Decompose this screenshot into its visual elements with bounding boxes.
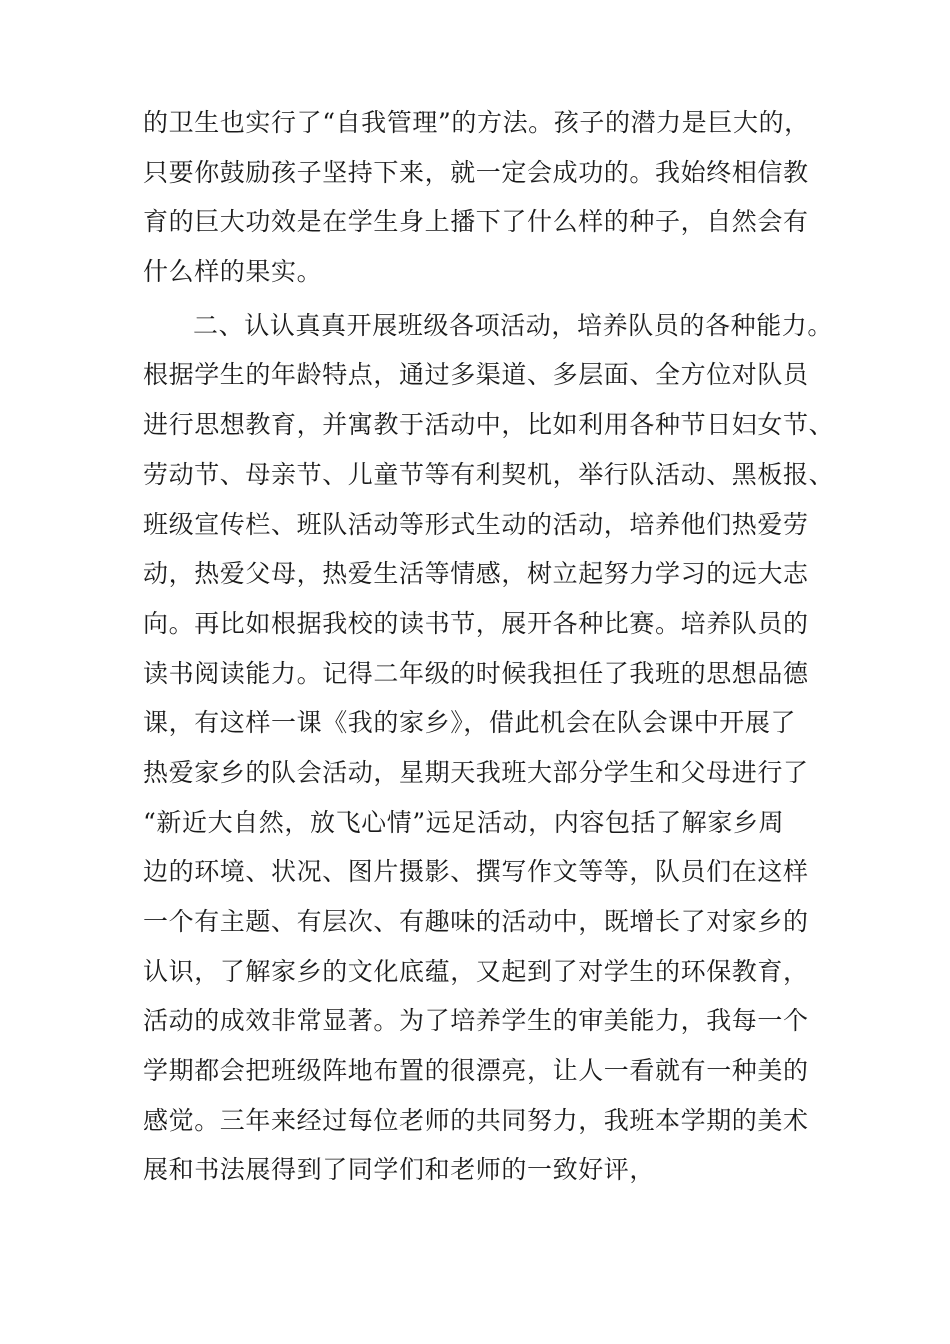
text-line: 什么样的果实。: [143, 257, 323, 287]
text-line: 的卫生也实行了“自我管理”的方法。孩子的潜力是巨大的，: [143, 108, 810, 137]
text-line: 劳动节、母亲节、儿童节等有利契机，举行队活动、黑板报、: [143, 459, 835, 489]
text-line: 二、认认真真开展班级各项活动，培养队员的各种能力。: [193, 310, 834, 340]
text-line: 认识，了解家乡的文化底蕴，又起到了对学生的环保教育，: [143, 956, 809, 986]
text-line: 学期都会把班级阵地布置的很漂亮，让人一看就有一种美的: [143, 1056, 809, 1086]
text-line: 边的环境、状况、图片摄影、撰写作文等等，队员们在这样: [143, 857, 809, 887]
text-line: 根据学生的年龄特点，通过多渠道、多层面、全方位对队员: [143, 360, 809, 390]
text-line: 育的巨大功效是在学生身上播下了什么样的种子，自然会有: [143, 207, 809, 237]
text-line: 热爱家乡的队会活动，星期天我班大部分学生和父母进行了: [143, 757, 809, 787]
text-line: 只要你鼓励孩子坚持下来，就一定会成功的。我始终相信教: [143, 157, 809, 187]
body-text: [143, 98, 843, 1195]
text-line: 动，热爱父母，热爱生活等情感，树立起努力学习的远大志: [143, 559, 809, 589]
paragraph-2: [143, 301, 843, 1195]
text-line: 活动的成效非常显著。为了培养学生的审美能力，我每一个: [143, 1006, 809, 1036]
text-line: 读书阅读能力。记得二年级的时候我担任了我班的思想品德: [143, 658, 809, 688]
paragraph-1: [143, 98, 843, 297]
text-line: 一个有主题、有层次、有趣味的活动中，既增长了对家乡的: [143, 907, 809, 936]
text-line: 课，有这样一课《我的家乡》，借此机会在队会课中开展了: [143, 708, 797, 738]
text-line: 感觉。三年来经过每位老师的共同努力，我班本学期的美术: [143, 1105, 809, 1135]
text-line: “新近大自然，放飞心情”远足活动，内容包括了解家乡周: [143, 807, 785, 837]
text-line: 班级宣传栏、班队活动等形式生动的活动，培养他们热爱劳: [143, 509, 809, 539]
text-line: 展和书法展得到了同学们和老师的一致好评，: [143, 1155, 656, 1185]
text-line: 向。再比如根据我校的读书节，展开各种比赛。培养队员的: [143, 608, 809, 638]
text-line: 进行思想教育，并寓教于活动中，比如利用各种节日妇女节、: [143, 410, 835, 440]
